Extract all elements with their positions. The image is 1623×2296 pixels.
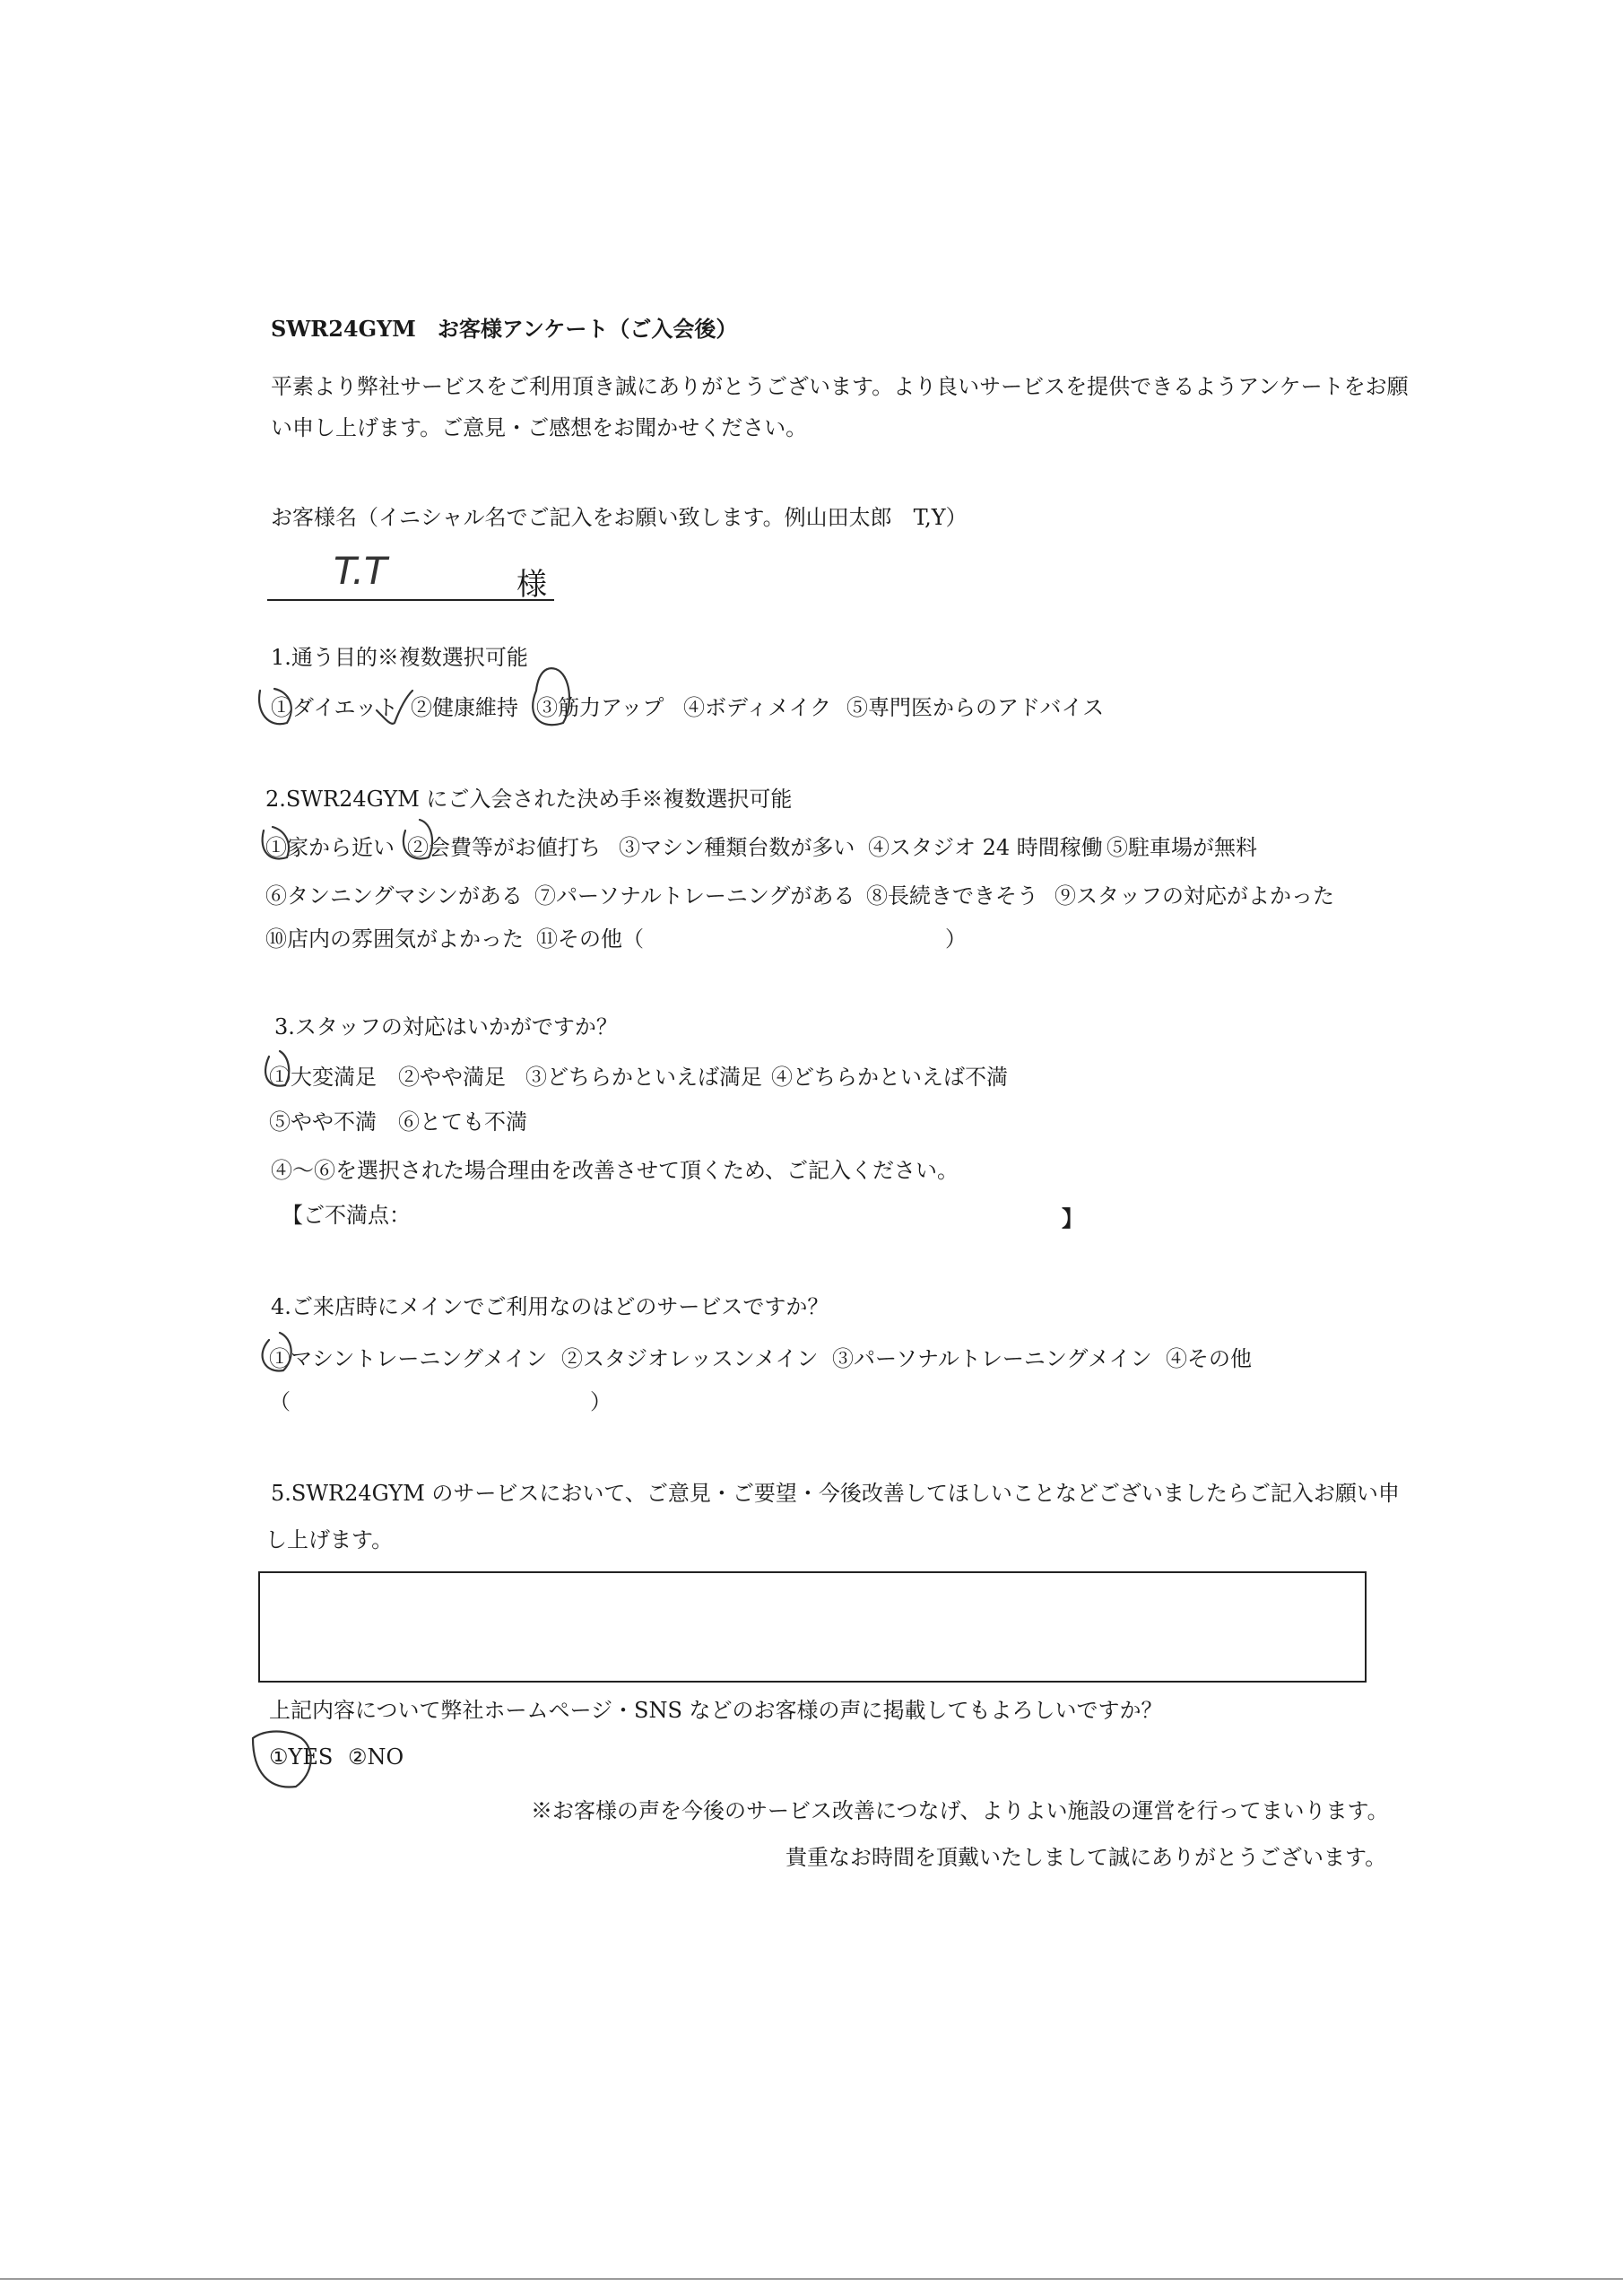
- q1-option-3[interactable]: ③筋力アップ: [536, 695, 664, 720]
- q5-label-line-1: 5.SWR24GYM のサービスにおいて、ご意見・ご要望・今後改善してほしいことなどございましたらご記入お願い申: [271, 1481, 1400, 1506]
- q3-option-1[interactable]: ①大変満足: [269, 1065, 377, 1090]
- q1-option-2-check-mark: [377, 691, 412, 724]
- q3-note: ④～⑥を選択された場合理由を改善させて頂くため、ご記入ください。: [271, 1158, 959, 1183]
- q4-label: 4.ご来店時にメインでご利用なのはどのサービスですか？: [271, 1294, 829, 1319]
- name-suffix: 様: [516, 567, 547, 603]
- q4-option-2[interactable]: ②スタジオレッスンメイン: [561, 1346, 819, 1371]
- q1-label: 1.通う目的※複数選択可能: [271, 645, 528, 670]
- q2-option-2[interactable]: ②会費等がお値打ち: [407, 835, 601, 860]
- q1-option-1[interactable]: ①ダイエット: [271, 695, 399, 720]
- intro-line-2: い申し上げます。ご意見・ご感想をお聞かせください。: [271, 415, 808, 440]
- q3-complaint-close: 】: [1062, 1205, 1083, 1231]
- name-handwritten-value: T.T: [334, 549, 387, 593]
- q3-option-1-circle-mark: [265, 1051, 289, 1086]
- q3-option-5[interactable]: ⑤やや不満: [269, 1109, 377, 1135]
- publish-yes-circle-mark: [253, 1732, 311, 1787]
- q2-option-1-circle-mark: [263, 827, 289, 859]
- q2-option-7[interactable]: ⑦パーソナルトレーニングがある: [534, 883, 855, 909]
- q3-option-6[interactable]: ⑥とても不満: [398, 1109, 527, 1135]
- q2-option-2-circle-mark: [404, 820, 432, 859]
- q2-option-1[interactable]: ①家から近い: [265, 835, 395, 860]
- q4-option-3[interactable]: ③パーソナルトレーニングメイン: [832, 1346, 1152, 1371]
- name-prompt: お客様名（イニシャル名でご記入をお願い致します。例山田太郎 T,Y）: [271, 505, 968, 530]
- q1-option-2[interactable]: ②健康維持: [411, 695, 518, 720]
- q1-option-3-circle-mark: [533, 668, 569, 725]
- publish-question: 上記内容について弊社ホームページ・SNS などのお客様の声に掲載してもよろしいですか？: [269, 1698, 1163, 1723]
- q4-option-4[interactable]: ④その他: [1166, 1346, 1252, 1371]
- q4-other-close-paren: ）: [590, 1389, 612, 1414]
- q4-option-1[interactable]: ①マシントレーニングメイン: [269, 1346, 548, 1371]
- publish-option-yes[interactable]: ①YES: [269, 1744, 334, 1770]
- q2-option-3[interactable]: ③マシン種類台数が多い: [619, 835, 855, 860]
- publish-option-no[interactable]: ②NO: [348, 1744, 404, 1770]
- q2-other-close-paren: ）: [945, 926, 967, 952]
- q3-label: 3.スタッフの対応はいかがですか？: [274, 1014, 618, 1039]
- q2-option-5[interactable]: ⑤駐車場が無料: [1107, 835, 1257, 860]
- q1-option-5[interactable]: ⑤専門医からのアドバイス: [846, 695, 1105, 720]
- q4-option-1-circle-mark: [263, 1333, 291, 1371]
- q3-option-2[interactable]: ②やや満足: [398, 1065, 506, 1090]
- q2-option-11[interactable]: ⑪その他（: [536, 926, 644, 952]
- q2-option-9[interactable]: ⑨スタッフの対応がよかった: [1055, 883, 1334, 909]
- q3-option-3[interactable]: ③どちらかといえば満足: [525, 1065, 762, 1090]
- q2-option-6[interactable]: ⑥タンニングマシンがある: [265, 883, 523, 909]
- q2-option-8[interactable]: ⑧長続きできそう: [866, 883, 1038, 909]
- survey-title: SWR24GYM お客様アンケート（ご入会後）: [271, 316, 738, 342]
- scan-bottom-edge: [0, 2278, 1623, 2280]
- intro-line-1: 平素より弊社サービスをご利用頂き誠にありがとうございます。より良いサービスを提供できるようアンケートをお願: [271, 374, 1409, 399]
- footer-thanks: 貴重なお時間を頂戴いたしまして誠にありがとうございます。: [785, 1845, 1387, 1870]
- q2-label: 2.SWR24GYM にご入会された決め手※複数選択可能: [265, 787, 793, 812]
- q1-option-4[interactable]: ④ボディメイク: [683, 695, 832, 720]
- q3-option-4[interactable]: ④どちらかといえば不満: [771, 1065, 1008, 1090]
- q4-other-open-paren: （: [269, 1389, 291, 1414]
- q1-option-1-circle-mark: [259, 689, 291, 724]
- q5-label-line-2: し上げます。: [265, 1527, 394, 1552]
- footer-note: ※お客様の声を今後のサービス改善につなげ、よりよい施設の運営を行ってまいります。: [531, 1798, 1389, 1823]
- q3-complaint-open: 【ご不満点：: [282, 1203, 411, 1228]
- q2-option-10[interactable]: ⑩店内の雰囲気がよかった: [265, 926, 524, 952]
- q2-option-4[interactable]: ④スタジオ 24 時間稼働: [868, 835, 1103, 860]
